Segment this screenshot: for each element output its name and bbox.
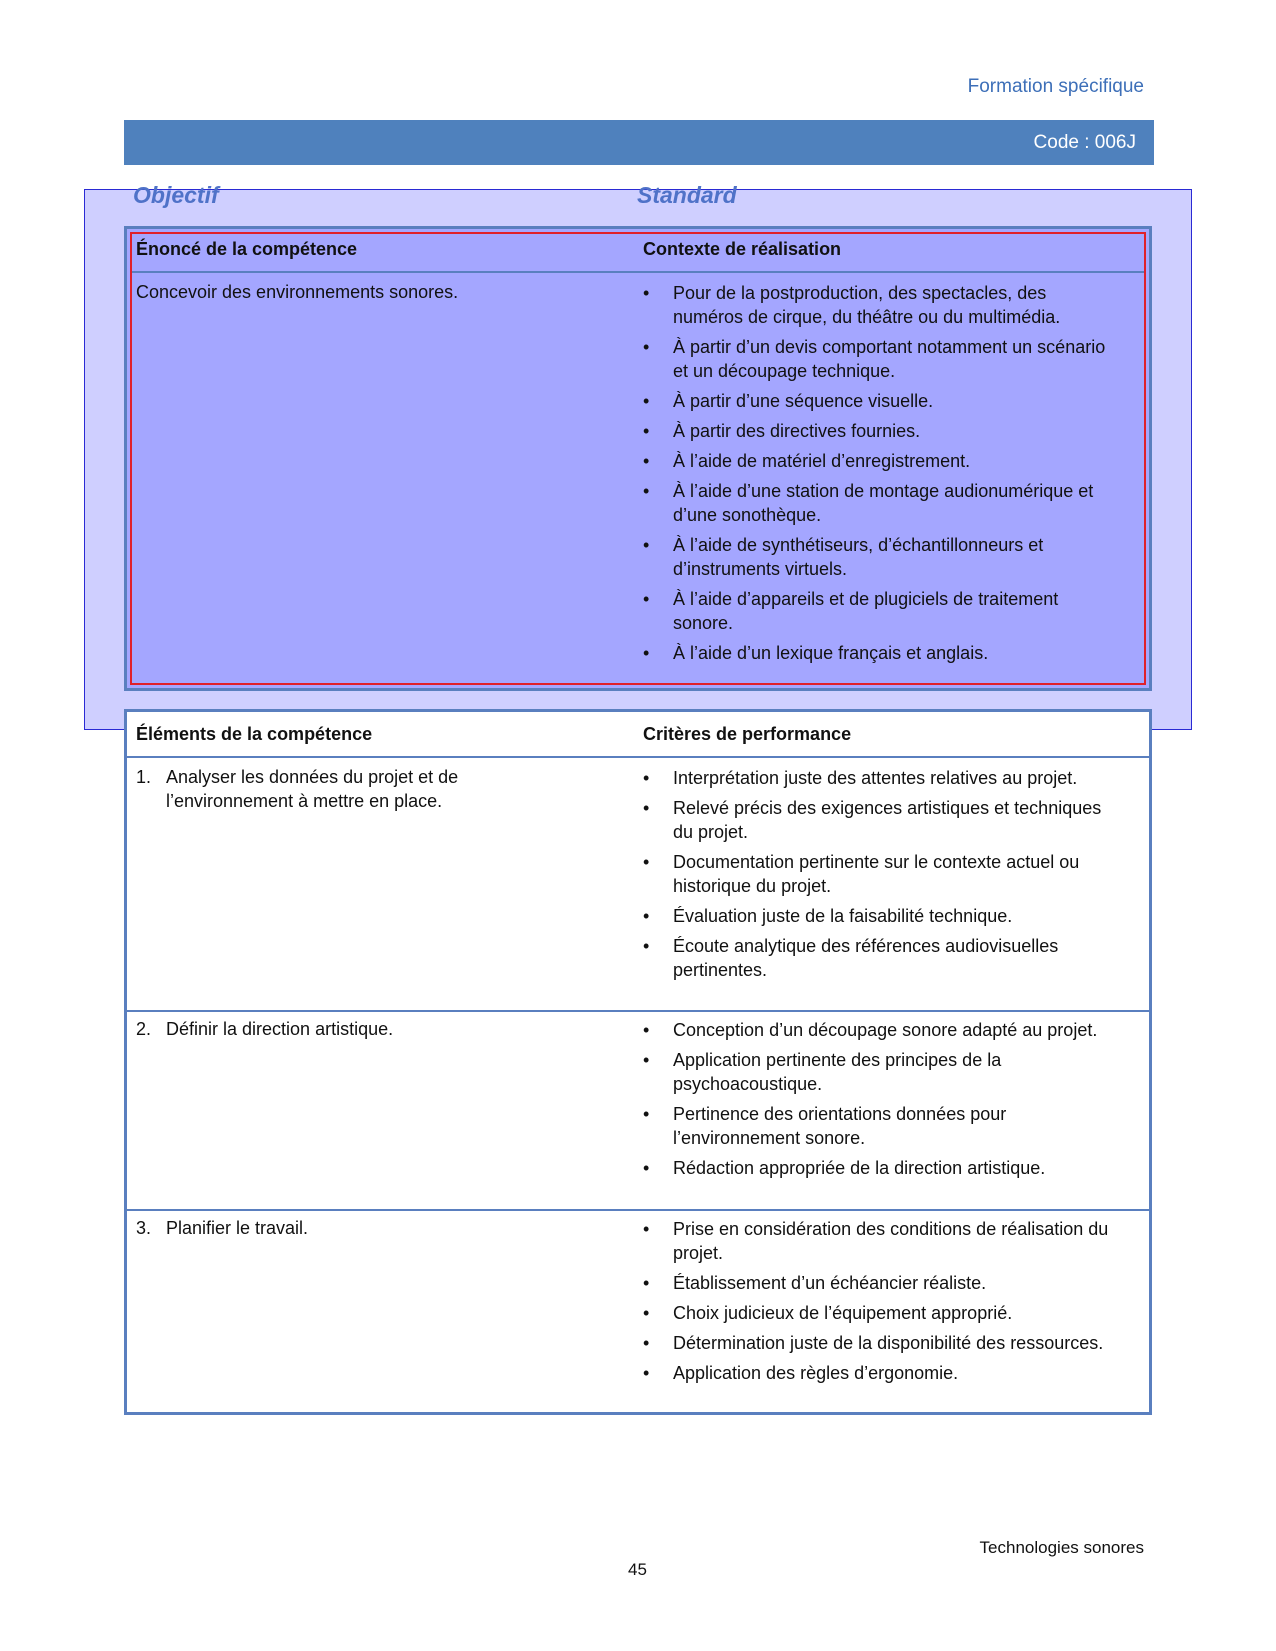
element-number: 3. xyxy=(136,1218,152,1238)
critere-item: • Établissement d’un échéancier réaliste. xyxy=(643,1271,1113,1295)
row-divider xyxy=(127,1209,1149,1211)
element-text: Analyser les données du projet et de l’environnement à mettre en place. xyxy=(166,767,459,811)
criteres-list xyxy=(643,766,1113,988)
row-divider xyxy=(127,1010,1149,1012)
competence-statement: Concevoir des environnements sonores. xyxy=(136,282,459,302)
contexte-item: • À l’aide d’une station de montage audionumérique et d’une sonothèque. xyxy=(643,479,1113,527)
critere-item: • Rédaction appropriée de la direction artistique. xyxy=(643,1156,1113,1180)
critere-item: • Écoute analytique des références audiovisuelles pertinentes. xyxy=(643,934,1113,982)
criteres-list xyxy=(643,1217,1113,1391)
criteres-list xyxy=(643,1018,1113,1186)
section-title: Formation spécifique xyxy=(967,76,1144,97)
header-divider xyxy=(132,271,1144,273)
criteres-column-header: Critères de performance xyxy=(643,724,852,744)
element-text: Définir la direction artistique. xyxy=(166,1019,394,1039)
standard-label: Standard xyxy=(637,182,737,208)
enonce-column-header: Énoncé de la compétence xyxy=(136,239,358,259)
critere-item: • Application pertinente des principes de la psychoacoustique. xyxy=(643,1048,1113,1096)
element-number: 1. xyxy=(136,767,152,787)
contexte-item: • À l’aide d’un lexique français et anglais. xyxy=(643,641,1113,665)
enonce-table xyxy=(124,226,1152,691)
critere-item: • Pertinence des orientations données pour l’environnement sonore. xyxy=(643,1102,1113,1150)
element-item xyxy=(136,765,546,813)
elements-column-header: Éléments de la compétence xyxy=(136,724,373,744)
header-divider xyxy=(127,756,1149,758)
contexte-column-header: Contexte de réalisation xyxy=(643,239,842,259)
critere-item: • Application des règles d’ergonomie. xyxy=(643,1361,1113,1385)
contexte-item: • Pour de la postproduction, des spectacles, des numéros de cirque, du théâtre ou du multimédia. xyxy=(643,281,1113,329)
elements-table xyxy=(124,709,1152,1415)
critere-item: • Choix judicieux de l’équipement approprié. xyxy=(643,1301,1113,1325)
critere-item: • Documentation pertinente sur le contexte actuel ou historique du projet. xyxy=(643,850,1113,898)
contexte-item: • À l’aide de matériel d’enregistrement. xyxy=(643,449,1113,473)
critere-item: • Évaluation juste de la faisabilité technique. xyxy=(643,904,1113,928)
contexte-item: • À partir d’un devis comportant notamment un scénario et un découpage technique. xyxy=(643,335,1113,383)
element-text: Planifier le travail. xyxy=(166,1218,309,1238)
contexte-item: • À partir d’une séquence visuelle. xyxy=(643,389,1113,413)
contexte-item: • À l’aide d’appareils et de plugiciels de traitement sonore. xyxy=(643,587,1113,635)
page-number: 45 xyxy=(628,1560,647,1579)
element-item xyxy=(136,1017,546,1041)
contexte-item: • À l’aide de synthétiseurs, d’échantillonneurs et d’instruments virtuels. xyxy=(643,533,1113,581)
code-banner xyxy=(124,120,1154,165)
critere-item: • Détermination juste de la disponibilité des ressources. xyxy=(643,1331,1113,1355)
critere-item: • Relevé précis des exigences artistiques et techniques du projet. xyxy=(643,796,1113,844)
objectif-label: Objectif xyxy=(133,182,219,208)
element-item xyxy=(136,1216,546,1240)
critere-item: • Interprétation juste des attentes relatives au projet. xyxy=(643,766,1113,790)
critere-item: • Conception d’un découpage sonore adapté au projet. xyxy=(643,1018,1113,1042)
element-number: 2. xyxy=(136,1019,152,1039)
contexte-list xyxy=(643,281,1113,671)
competency-code: Code : 006J xyxy=(1033,132,1136,153)
contexte-item: • À partir des directives fournies. xyxy=(643,419,1113,443)
critere-item: • Prise en considération des conditions de réalisation du projet. xyxy=(643,1217,1113,1265)
program-name: Technologies sonores xyxy=(979,1538,1144,1557)
